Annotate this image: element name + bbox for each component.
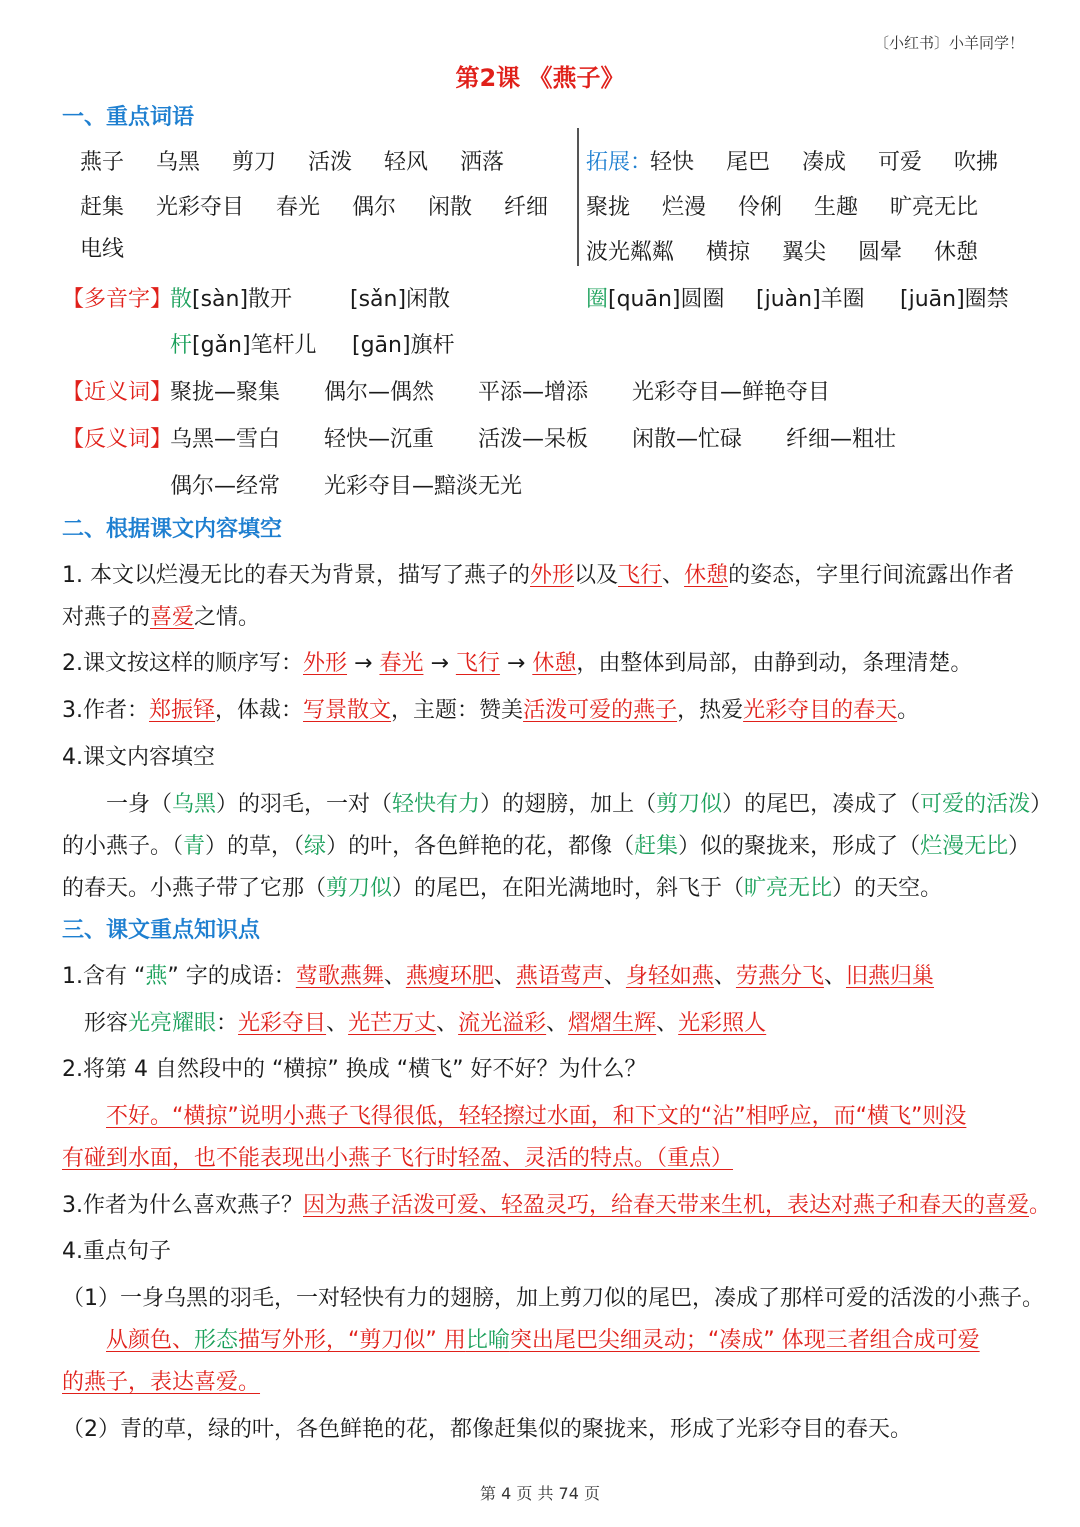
answer: 因为燕子活泼可爱、轻盈灵巧，给春天带来生机，表达对燕子和春天的喜爱 xyxy=(303,1193,1030,1218)
column-divider xyxy=(577,128,579,266)
polyphone-reading: [sàn]散开 xyxy=(192,287,293,312)
text: ）似的聚拢来，形成了（ xyxy=(678,834,921,859)
word: 可爱 xyxy=(878,150,923,175)
antonym-pair: 乌黑—雪白 xyxy=(170,427,281,452)
answer: 可爱的活泼 xyxy=(920,792,1031,817)
text: 1. 本文以烂漫无比的春天为背景，描写了燕子的 xyxy=(62,563,530,588)
word: 电线 xyxy=(80,237,125,262)
text: ，体裁： xyxy=(215,698,304,723)
key-sentence-1: （1）一身乌黑的羽毛，一对轻快有力的翅膀，加上剪刀似的尾巴，凑成了那样可爱的活泼的小燕子。 xyxy=(62,1286,1045,1311)
antonym-label: 【反义词】 xyxy=(62,427,173,452)
word: 乌黑 xyxy=(156,150,201,175)
idiom: 光芒万丈 xyxy=(348,1011,437,1036)
polyphone-reading: [gǎn]笔杆儿 xyxy=(192,333,317,358)
answer: 郑振铎 xyxy=(149,698,216,723)
answer: 轻快有力 xyxy=(392,792,481,817)
idiom: 莺歌燕舞 xyxy=(295,964,384,989)
polyphone-reading: [gān]旗杆 xyxy=(352,333,455,358)
fill-line-3 xyxy=(62,871,942,902)
answer: 飞行 xyxy=(618,563,663,588)
word: 燕子 xyxy=(80,150,125,175)
answer: 活泼可爱的燕子 xyxy=(523,698,678,723)
answer: 春光 xyxy=(379,651,424,676)
word: 轻风 xyxy=(384,150,429,175)
question-2 xyxy=(62,646,972,677)
antonym-pair: 偶尔—经常 xyxy=(170,474,281,499)
synonym-pair: 偶尔—偶然 xyxy=(324,380,435,405)
knowledge-4-title: 4.重点句子 xyxy=(62,1239,171,1264)
text: ）的翅膀，加上（ xyxy=(480,792,657,817)
knowledge-1-line-2 xyxy=(84,1006,766,1037)
answer: 外形 xyxy=(303,651,348,676)
knowledge-2-answer-2: 有碰到水面，也不能表现出小燕子飞行时轻盈、灵活的特点。（重点） xyxy=(62,1146,734,1171)
sep: 、 xyxy=(713,964,736,989)
arrow: → xyxy=(499,651,533,676)
answer: 飞行 xyxy=(455,651,500,676)
answer: 休憩 xyxy=(532,651,577,676)
answer: 剪刀似 xyxy=(656,792,723,817)
answer: 绿 xyxy=(304,834,327,859)
idiom: 劳燕分飞 xyxy=(735,964,824,989)
highlight: 比喻 xyxy=(465,1328,510,1353)
polyphone-char: 散 xyxy=(170,287,193,312)
answer: 乌黑 xyxy=(172,792,217,817)
text: 对燕子的 xyxy=(62,605,151,630)
text: 3.作者： xyxy=(62,698,149,723)
answer: 写景散文 xyxy=(303,698,392,723)
word: 洒落 xyxy=(460,150,505,175)
key-sentence-1-analysis-2: 的燕子，表达喜爱。 xyxy=(62,1370,261,1395)
idiom: 光彩照人 xyxy=(678,1011,767,1036)
sep: 、 xyxy=(436,1011,459,1036)
word: 纤细 xyxy=(504,195,549,220)
text: ，主题：赞美 xyxy=(391,698,524,723)
idiom: 燕瘦环肥 xyxy=(405,964,494,989)
sep: 、 xyxy=(546,1011,569,1036)
word: 光彩夺目 xyxy=(156,195,245,220)
text: ，热爱 xyxy=(677,698,744,723)
answer: 赶集 xyxy=(634,834,679,859)
word: 活泼 xyxy=(308,150,353,175)
text: 的春天。小燕子带了它那（ xyxy=(62,876,327,901)
text: 。 xyxy=(897,698,920,723)
text: 1.含有 “ xyxy=(62,964,146,989)
antonym-pair: 活泼—呆板 xyxy=(478,427,589,452)
text: 。 xyxy=(1029,1193,1052,1218)
word: 圆晕 xyxy=(858,240,903,265)
text: ）的尾巴，在阳光满地时，斜飞于（ xyxy=(392,876,745,901)
idiom: 旧燕归巢 xyxy=(845,964,934,989)
sep: 、 xyxy=(326,1011,349,1036)
word: 聚拢 xyxy=(586,195,631,220)
answer: 旷亮无比 xyxy=(744,876,833,901)
antonym-pair: 轻快—沉重 xyxy=(324,427,435,452)
text: 突出尾巴尖细灵动；“凑成” 体现三者组合成可爱 xyxy=(509,1328,980,1353)
word: 闲散 xyxy=(428,195,473,220)
text: ： xyxy=(216,1011,239,1036)
highlight: 燕 xyxy=(145,964,168,989)
sep: 、 xyxy=(823,964,846,989)
synonym-pair: 聚拢—聚集 xyxy=(170,380,281,405)
text: ）的天空。 xyxy=(832,876,943,901)
question-3 xyxy=(62,693,919,724)
arrow: → xyxy=(423,651,456,676)
idiom: 光彩夺目 xyxy=(238,1011,327,1036)
knowledge-1-line-1 xyxy=(62,959,934,990)
answer: 烂漫无比 xyxy=(920,834,1009,859)
text: 一身（ xyxy=(106,792,173,817)
word: 烂漫 xyxy=(662,195,707,220)
synonym-pair: 光彩夺目—鲜艳夺目 xyxy=(632,380,831,405)
antonym-pair: 闲散—忙碌 xyxy=(632,427,743,452)
idiom: 熠熠生辉 xyxy=(568,1011,657,1036)
text: ） xyxy=(1030,792,1053,817)
antonym-pair: 光彩夺目—黯淡无光 xyxy=(324,474,523,499)
polyphone-reading: [juān]圈禁 xyxy=(900,287,1009,312)
question-1-line-2 xyxy=(62,600,260,631)
fill-line-2 xyxy=(62,829,1030,860)
text: ” 字的成语： xyxy=(167,964,296,989)
text: 从颜色、 xyxy=(106,1328,195,1353)
answer: 光彩夺目的春天 xyxy=(743,698,898,723)
key-sentence-1-analysis-1 xyxy=(106,1323,980,1354)
question-4-title: 4.课文内容填空 xyxy=(62,745,215,770)
word: 旷亮无比 xyxy=(890,195,979,220)
page-title: 第2课 《燕子》 xyxy=(455,64,625,92)
text: ，由整体到局部，由静到动，条理清楚。 xyxy=(576,651,973,676)
answer: 青 xyxy=(183,834,206,859)
text: ）的草，（ xyxy=(205,834,305,859)
sep: 、 xyxy=(383,964,406,989)
word: 偶尔 xyxy=(352,195,397,220)
extension-label: 拓展： xyxy=(586,150,653,175)
word: 轻快 xyxy=(650,150,695,175)
page-footer: 第 4 页 共 74 页 xyxy=(480,1484,600,1503)
sep: 、 xyxy=(493,964,516,989)
word: 凑成 xyxy=(802,150,847,175)
polyphone-reading: [juàn]羊圈 xyxy=(756,287,865,312)
text: 形容 xyxy=(84,1011,129,1036)
polyphone-char: 圈 xyxy=(586,287,609,312)
word: 休憩 xyxy=(934,240,979,265)
polyphone-label: 【多音字】 xyxy=(62,287,173,312)
synonym-label: 【近义词】 xyxy=(62,380,173,405)
synonym-pair: 平添—增添 xyxy=(478,380,589,405)
idiom: 燕语莺声 xyxy=(515,964,604,989)
word: 波光粼粼 xyxy=(586,240,675,265)
answer: 休憩 xyxy=(684,563,729,588)
text: 描写外形，“剪刀似” 用 xyxy=(238,1328,466,1353)
knowledge-3 xyxy=(62,1188,1051,1219)
text: ）的尾巴，凑成了（ xyxy=(722,792,921,817)
sep: 、 xyxy=(603,964,626,989)
answer: 剪刀似 xyxy=(326,876,393,901)
sep: 、 xyxy=(656,1011,679,1036)
section-heading-knowledge: 三、课文重点知识点 xyxy=(62,918,261,943)
word: 伶俐 xyxy=(738,195,783,220)
text: 、 xyxy=(662,563,685,588)
answer: 外形 xyxy=(530,563,575,588)
idiom: 身轻如燕 xyxy=(625,964,714,989)
section-heading-fill-blanks: 二、根据课文内容填空 xyxy=(62,517,283,542)
word: 尾巴 xyxy=(726,150,771,175)
word: 横掠 xyxy=(706,240,751,265)
text: ）的羽毛，一对（ xyxy=(216,792,393,817)
key-sentence-2: （2）青的草，绿的叶，各色鲜艳的花，都像赶集似的聚拢来，形成了光彩夺目的春天。 xyxy=(62,1417,912,1442)
knowledge-2-answer-1: 不好。“横掠”说明小燕子飞得很低，轻轻擦过水面，和下文的“沾”相呼应，而“横飞”则没 xyxy=(106,1104,967,1129)
text: 之情。 xyxy=(194,605,261,630)
idiom: 流光溢彩 xyxy=(458,1011,547,1036)
section-heading-key-words: 一、重点词语 xyxy=(62,105,195,130)
polyphone-reading: [sǎn]闲散 xyxy=(350,287,451,312)
highlight: 形态 xyxy=(194,1328,239,1353)
word: 生趣 xyxy=(814,195,859,220)
word: 翼尖 xyxy=(782,240,827,265)
polyphone-reading: [quān]圆圈 xyxy=(608,287,725,312)
fill-line-1 xyxy=(106,787,1052,818)
word: 剪刀 xyxy=(232,150,277,175)
text: ） xyxy=(1008,834,1031,859)
antonym-pair: 纤细—粗壮 xyxy=(786,427,897,452)
text: 的姿态，字里行间流露出作者 xyxy=(728,563,1015,588)
word: 吹拂 xyxy=(954,150,999,175)
word: 赶集 xyxy=(80,195,125,220)
arrow: → xyxy=(347,651,380,676)
question-1-line-1 xyxy=(62,558,1014,589)
word: 春光 xyxy=(276,195,321,220)
text: 的小燕子。（ xyxy=(62,834,184,859)
polyphone-char: 杆 xyxy=(170,333,193,358)
highlight: 光亮耀眼 xyxy=(128,1011,217,1036)
header-note: 〔小红书〕小羊同学！ xyxy=(873,34,1024,52)
text: ）的叶，各色鲜艳的花，都像（ xyxy=(326,834,635,859)
text: 以及 xyxy=(574,563,619,588)
question: 3.作者为什么喜欢燕子？ xyxy=(62,1193,303,1218)
answer: 喜爱 xyxy=(150,605,195,630)
text: 2.课文按这样的顺序写： xyxy=(62,651,303,676)
knowledge-2-question: 2.将第 4 自然段中的 “横掠” 换成 “横飞” 好不好？为什么？ xyxy=(62,1057,647,1082)
